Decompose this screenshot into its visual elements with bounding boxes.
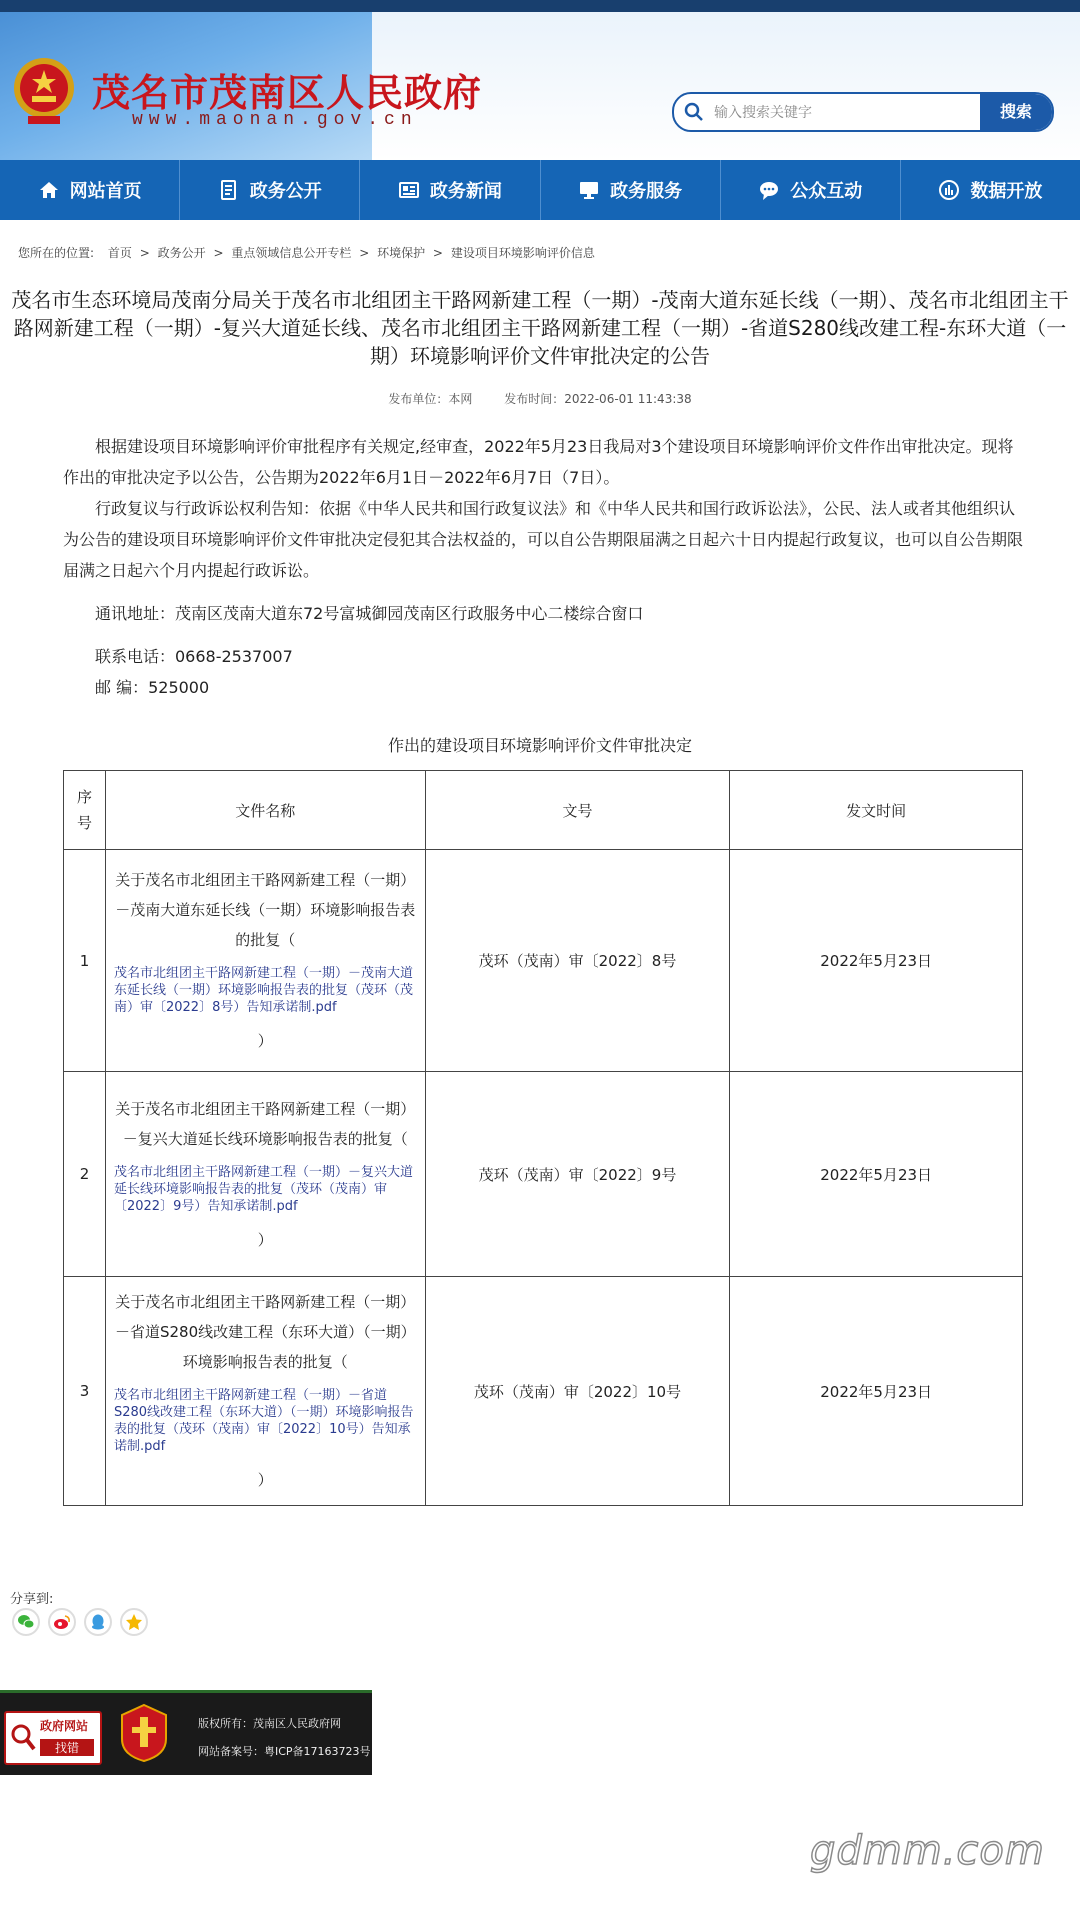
qzone-icon[interactable] bbox=[120, 1608, 148, 1636]
national-emblem-icon bbox=[10, 52, 78, 130]
header-doc-number: 文号 bbox=[425, 771, 730, 850]
document-icon bbox=[218, 179, 240, 201]
nav-item-government-affairs[interactable] bbox=[180, 160, 360, 220]
data-icon bbox=[938, 179, 960, 201]
header-issue-date: 发文时间 bbox=[730, 771, 1023, 850]
footer-copyright: 版权所有：茂南区人民政府网 bbox=[198, 1717, 341, 1730]
doc-name-close: ） bbox=[257, 1230, 273, 1249]
nav-label: 网站首页 bbox=[69, 181, 142, 202]
home-icon bbox=[38, 179, 60, 201]
breadcrumb-home-link[interactable]: 首页 bbox=[107, 246, 132, 260]
row-no: 2 bbox=[64, 1072, 106, 1277]
breadcrumb-separator: > bbox=[432, 246, 443, 260]
article-body bbox=[0, 407, 1080, 703]
article-title: 茂名市生态环境局茂南分局关于茂名市北组团主干路网新建工程（一期）-茂南大道东延长线（一期）、茂名市北组团主干路网新建工程（一期）-复兴大道延长线、茂名市北组团主干路网新建工程（一期）-省道S280线改建工程-东环大道（一期）环境影响评价文件审批决定的公告 bbox=[11, 288, 1069, 368]
monitor-icon bbox=[578, 179, 600, 201]
publisher: 发布单位：本网 bbox=[388, 392, 473, 406]
breadcrumb-separator: > bbox=[359, 246, 370, 260]
site-header bbox=[0, 12, 1080, 160]
site-title: 茂名市茂南区人民政府 bbox=[92, 70, 483, 115]
chat-icon bbox=[758, 179, 780, 201]
attachment-link[interactable]: 茂名市北组团主干路网新建工程（一期）－复兴大道延长线环境影响报告表的批复（茂环（茂南）审〔2022〕9号）告知承诺制.pdf bbox=[113, 1164, 413, 1214]
issue-date: 2022年5月23日 bbox=[730, 1277, 1023, 1506]
search-input[interactable] bbox=[712, 94, 936, 132]
magnifier-icon bbox=[10, 1723, 36, 1753]
search-button[interactable]: 搜索 bbox=[980, 94, 1052, 130]
table-caption: 作出的建设项目环境影响评价文件审批决定 bbox=[387, 736, 692, 755]
attachment-link[interactable]: 茂名市北组团主干路网新建工程（一期）－茂南大道东延长线（一期）环境影响报告表的批复（茂环（茂南）审〔2022〕8号）告知承诺制.pdf bbox=[113, 966, 413, 1015]
newspaper-icon bbox=[398, 179, 420, 201]
doc-number: 茂环（茂南）审〔2022〕8号 bbox=[425, 850, 730, 1072]
nav-label: 数据开放 bbox=[970, 181, 1043, 202]
nav-item-home[interactable] bbox=[0, 160, 180, 220]
weibo-icon[interactable] bbox=[48, 1608, 76, 1636]
doc-name: 关于茂名市北组团主干路网新建工程（一期）－茂南大道东延长线（一期）环境影响报告表的批复（ bbox=[115, 871, 416, 949]
table-row bbox=[64, 1072, 1023, 1277]
search-icon bbox=[684, 102, 704, 122]
doc-name-cell bbox=[105, 1277, 425, 1506]
header-no: 序号 bbox=[64, 771, 106, 850]
issue-date: 2022年5月23日 bbox=[730, 850, 1023, 1072]
doc-name: 关于茂名市北组团主干路网新建工程（一期）－复兴大道延长线环境影响报告表的批复（ bbox=[115, 1099, 416, 1148]
table-row bbox=[64, 1277, 1023, 1506]
breadcrumb-separator: > bbox=[139, 246, 150, 260]
paragraph-notice: 根据建设项目环境影响评价审批程序有关规定,经审查，2022年5月23日我局对3个建设项目环境影响评价文件作出审批决定。现将作出的审批决定予以公告，公告期为2022年6月1日－2022年6月7日（7日）。 bbox=[63, 437, 1014, 487]
badge-line2: 找错 bbox=[40, 1739, 94, 1756]
paragraph-rights: 行政复议与行政诉讼权利告知：依据《中华人民共和国行政复议法》和《中华人民共和国行政诉讼法》，公民、法人或者其他组织认为公告的建设项目环境影响评价文件审批决定侵犯其合法权益的，可以自公告期限届满之日起六十日内提起行政复议，也可以自公告期限届满之日起六个月内提起行政诉讼。 bbox=[63, 499, 1024, 580]
nav-label: 政务新闻 bbox=[429, 181, 502, 202]
site-domain: www.maonan.gov.cn bbox=[132, 110, 418, 130]
issue-date: 2022年5月23日 bbox=[730, 1072, 1023, 1277]
breadcrumb-environment-link[interactable]: 环境保护 bbox=[377, 246, 426, 260]
doc-name-cell bbox=[105, 850, 425, 1072]
share-icons bbox=[12, 1608, 156, 1636]
wechat-icon[interactable] bbox=[12, 1608, 40, 1636]
doc-name-close: ） bbox=[257, 1032, 273, 1050]
nav-label: 公众互动 bbox=[790, 181, 863, 202]
doc-name-close: ） bbox=[257, 1471, 273, 1489]
doc-name: 关于茂名市北组团主干路网新建工程（一期）－省道S280线改建工程（东环大道）（一期）环境影响报告表的批复（ bbox=[114, 1293, 416, 1371]
nav-label: 政务公开 bbox=[249, 181, 322, 202]
watermark: gdmm.com bbox=[810, 1828, 1045, 1874]
breadcrumb-gov-affairs-link[interactable]: 政务公开 bbox=[157, 246, 206, 260]
nav-label: 政务服务 bbox=[610, 181, 683, 202]
breadcrumb-separator: > bbox=[213, 246, 224, 260]
qq-icon[interactable] bbox=[84, 1608, 112, 1636]
search-bar bbox=[672, 92, 1054, 132]
badge-line1: 政府网站 bbox=[40, 1719, 89, 1733]
contact-phone: 联系电话：0668-2537007 bbox=[95, 647, 293, 666]
doc-number: 茂环（茂南）审〔2022〕10号 bbox=[425, 1277, 730, 1506]
nav-item-services[interactable] bbox=[541, 160, 721, 220]
nav-item-open-data[interactable] bbox=[901, 160, 1080, 220]
breadcrumb-eia-info-link[interactable]: 建设项目环境影响评价信息 bbox=[450, 246, 595, 260]
row-no: 1 bbox=[64, 850, 106, 1072]
article-meta bbox=[0, 390, 1080, 407]
table-row bbox=[64, 850, 1023, 1072]
share-label: 分享到: bbox=[10, 1592, 54, 1607]
nav-item-interaction[interactable] bbox=[721, 160, 901, 220]
contact-address: 通讯地址：茂南区茂南大道东72号富城御园茂南区行政服务中心二楼综合窗口 bbox=[95, 604, 644, 623]
gov-site-error-report-badge[interactable] bbox=[4, 1711, 102, 1765]
main-nav bbox=[0, 160, 1080, 220]
row-no: 3 bbox=[64, 1277, 106, 1506]
breadcrumb bbox=[0, 220, 1080, 274]
site-footer bbox=[0, 1690, 372, 1775]
doc-name-cell bbox=[105, 1072, 425, 1277]
doc-number: 茂环（茂南）审〔2022〕9号 bbox=[425, 1072, 730, 1277]
party-gov-seal-icon[interactable] bbox=[118, 1703, 170, 1763]
breadcrumb-prefix: 您所在的位置: bbox=[18, 246, 95, 260]
nav-item-news[interactable] bbox=[360, 160, 540, 220]
approval-table bbox=[63, 770, 1023, 1506]
publish-time: 发布时间：2022-06-01 11:43:38 bbox=[504, 392, 692, 406]
top-strip bbox=[0, 0, 1080, 12]
table-header-row bbox=[64, 771, 1023, 850]
header-doc-name: 文件名称 bbox=[105, 771, 425, 850]
footer-icp[interactable]: 网站备案号：粤ICP备17163723号 bbox=[198, 1745, 371, 1758]
breadcrumb-key-areas-link[interactable]: 重点领域信息公开专栏 bbox=[231, 246, 352, 260]
postcode: 邮 编：525000 bbox=[95, 678, 210, 697]
attachment-link[interactable]: 茂名市北组团主干路网新建工程（一期）－省道S280线改建工程（东环大道）（一期）环境影响报告表的批复（茂环（茂南）审〔2022〕10号）告知承诺制.pdf bbox=[113, 1388, 414, 1454]
